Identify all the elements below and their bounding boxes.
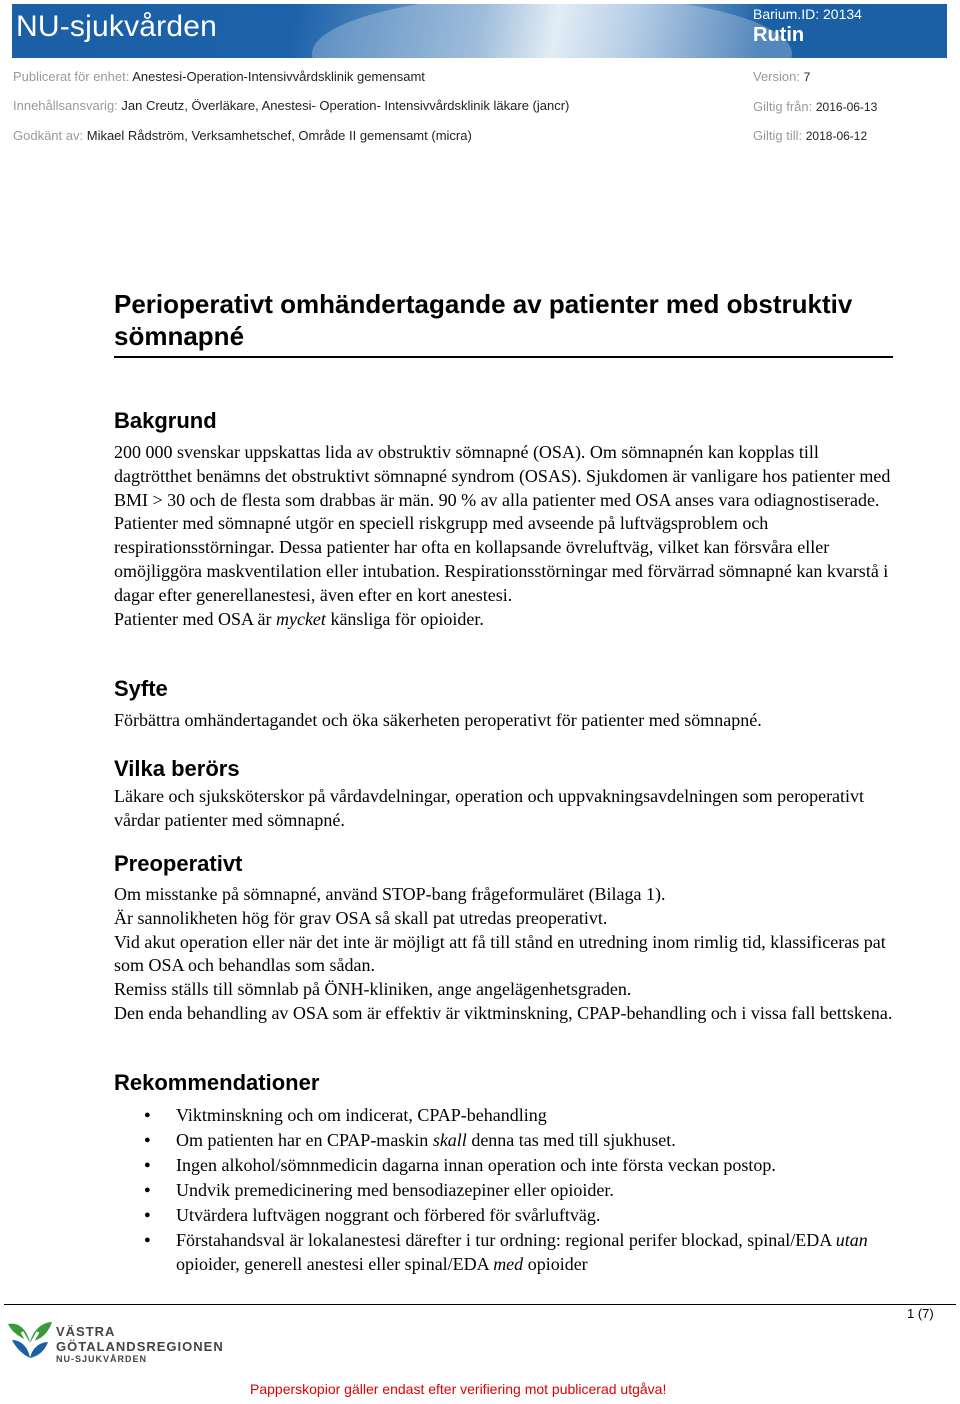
preoperativt-paragraph-3: Vid akut operation eller när det inte är möjligt att få till stånd en utredning inom rimlig tid, klassificeras pat som OSA och behandlas som sådan. <box>114 931 886 976</box>
bakgrund-paragraph-3 <box>114 608 894 632</box>
recommendation-text: denna tas med till sjukhuset. <box>466 1130 676 1150</box>
recommendation-list <box>114 1103 894 1276</box>
heading-bakgrund: Bakgrund <box>114 408 217 433</box>
bakgrund-paragraph-1: 200 000 svenskar uppskattas lida av obstruktiv sömnapné (OSA). Om sömnapnén kan kopplas till dagtrötthet benämns det obstruktivt sömnapné syndrom (OSAS). Sjukdomen är vanligare hos patienter med BMI > 30 och de flesta som drabbas är män. 90 % av alla patienter med OSA anses vara odiagnostiserade. <box>114 442 891 510</box>
barium-id: Barium.ID: 20134 <box>753 6 862 22</box>
recommendation-emphasis: med <box>493 1254 524 1274</box>
vilka-berors-text: Läkare och sjuksköterskor på vårdavdelningar, operation och uppvakningsavdelningen som peroperativt vårdar patienter med sömnapné. <box>114 786 865 830</box>
valid-to-label: Giltig till: <box>753 128 803 143</box>
org-name-line-1: VÄSTRA <box>56 1324 116 1339</box>
recommendation-item <box>114 1128 894 1153</box>
version <box>753 69 810 84</box>
published-for <box>13 69 425 84</box>
org-name-line-2: GÖTALANDSREGIONEN <box>56 1339 224 1354</box>
footer-divider <box>4 1304 956 1305</box>
vgr-leaf-icon <box>4 1318 54 1364</box>
recommendation-text: Utvärdera luftvägen noggrant och förbered för svårluftväg. <box>176 1205 601 1225</box>
approved-by <box>13 128 472 143</box>
header-banner <box>12 4 947 58</box>
document-title: Perioperativt omhändertagande av patienter med obstruktiv sömnapné <box>114 289 853 351</box>
preoperativt-paragraph-1: Om misstanke på sömnapné, använd STOP-bang frågeformuläret (Bilaga 1). <box>114 884 666 904</box>
recommendation-item <box>114 1228 894 1276</box>
published-for-label: Publicerat för enhet: <box>13 69 130 84</box>
section-preoperativt <box>114 883 894 1026</box>
syfte-text: Förbättra omhändertagandet och öka säkerheten peroperativt för patienter med sömnapné. <box>114 710 762 730</box>
brand-name: NU-sjukvården <box>16 10 217 43</box>
valid-from-label: Giltig från: <box>753 99 813 114</box>
heading-vilka-berors: Vilka berörs <box>114 756 240 781</box>
document-type: Rutin <box>753 24 805 46</box>
recommendation-item <box>114 1153 894 1178</box>
recommendation-text: Viktminskning och om indicerat, CPAP-behandling <box>176 1105 547 1125</box>
responsible-label: Innehållsansvarig: <box>13 98 118 113</box>
recommendation-text: Undvik premedicinering med bensodiazepiner eller opioider. <box>176 1180 614 1200</box>
valid-from-value: 2016-06-13 <box>815 100 878 114</box>
page-number: 1 (7) <box>907 1306 934 1321</box>
recommendation-item <box>114 1178 894 1203</box>
approved-label: Godkänt av: <box>13 128 84 143</box>
valid-to <box>753 128 867 143</box>
bakgrund-paragraph-2: Patienter med sömnapné utgör en speciell riskgrupp med avseende på luftvägsproblem och respirationsstörningar. Dessa patienter har ofta en kollapsande övreluftväg, vilket kan försvåra eller omöjliggöra maskventilation eller intubation. Respirationsstörningar med förvärrad sömnapné kan kvarstå i dagar efter generellanestesi, även efter en kort anestesi. <box>114 513 889 605</box>
recommendation-text: opioider, generell anestesi eller spinal/EDA <box>176 1254 494 1274</box>
heading-rekommendationer: Rekommendationer <box>114 1070 320 1095</box>
recommendation-emphasis: skall <box>432 1130 467 1150</box>
recommendation-text: opioider <box>523 1254 588 1274</box>
preoperativt-paragraph-2: Är sannolikheten hög för grav OSA så skall pat utredas preoperativt. <box>114 907 608 928</box>
vgr-logo <box>4 1318 234 1368</box>
bakgrund-p3-start: Patienter med OSA är <box>114 608 276 629</box>
banner-swoosh <box>312 4 792 58</box>
heading-preoperativt: Preoperativt <box>114 851 243 876</box>
footer-disclaimer: Papperskopior gäller endast efter verifiering mot publicerad utgåva! <box>250 1381 667 1397</box>
recommendation-item <box>114 1103 894 1128</box>
recommendation-text: Ingen alkohol/sömnmedicin dagarna innan operation och inte första veckan postop. <box>176 1155 776 1175</box>
recommendation-text: Om patienten har en CPAP-maskin <box>176 1130 433 1150</box>
recommendation-text: Förstahandsval är lokalanestesi därefter i tur ordning: regional perifer blockad, spinal/EDA <box>176 1230 836 1250</box>
version-label: Version: <box>753 69 800 84</box>
bakgrund-p3-end: känsliga för opioider. <box>325 608 484 629</box>
published-for-value: Anestesi-Operation-Intensivvårdsklinik gemensamt <box>132 69 425 84</box>
content-responsible <box>13 98 569 113</box>
valid-from <box>753 99 877 114</box>
preoperativt-paragraph-4: Remiss ställs till sömnlab på ÖNH-kliniken, ange angelägenhetsgraden. <box>114 979 632 1000</box>
responsible-value: Jan Creutz, Överläkare, Anestesi- Operation- Intensivvårdsklinik läkare (jancr) <box>121 98 570 113</box>
heading-syfte: Syfte <box>114 676 168 701</box>
section-syfte <box>114 709 894 733</box>
version-value: 7 <box>803 70 811 84</box>
valid-to-value: 2018-06-12 <box>805 129 868 143</box>
org-name-line-3: NU-SJUKVÅRDEN <box>56 1354 148 1364</box>
section-bakgrund <box>114 441 894 631</box>
section-vilka-berors <box>114 785 894 833</box>
bakgrund-p3-emphasis: mycket <box>275 608 326 629</box>
recommendation-item <box>114 1203 894 1228</box>
approved-value: Mikael Rådström, Verksamhetschef, Område II gemensamt (micra) <box>86 128 472 143</box>
recommendation-emphasis: utan <box>835 1230 868 1250</box>
preoperativt-paragraph-5: Den enda behandling av OSA som är effektiv är viktminskning, CPAP-behandling och i vissa fall bettskena. <box>114 1002 893 1023</box>
title-divider <box>114 356 893 358</box>
